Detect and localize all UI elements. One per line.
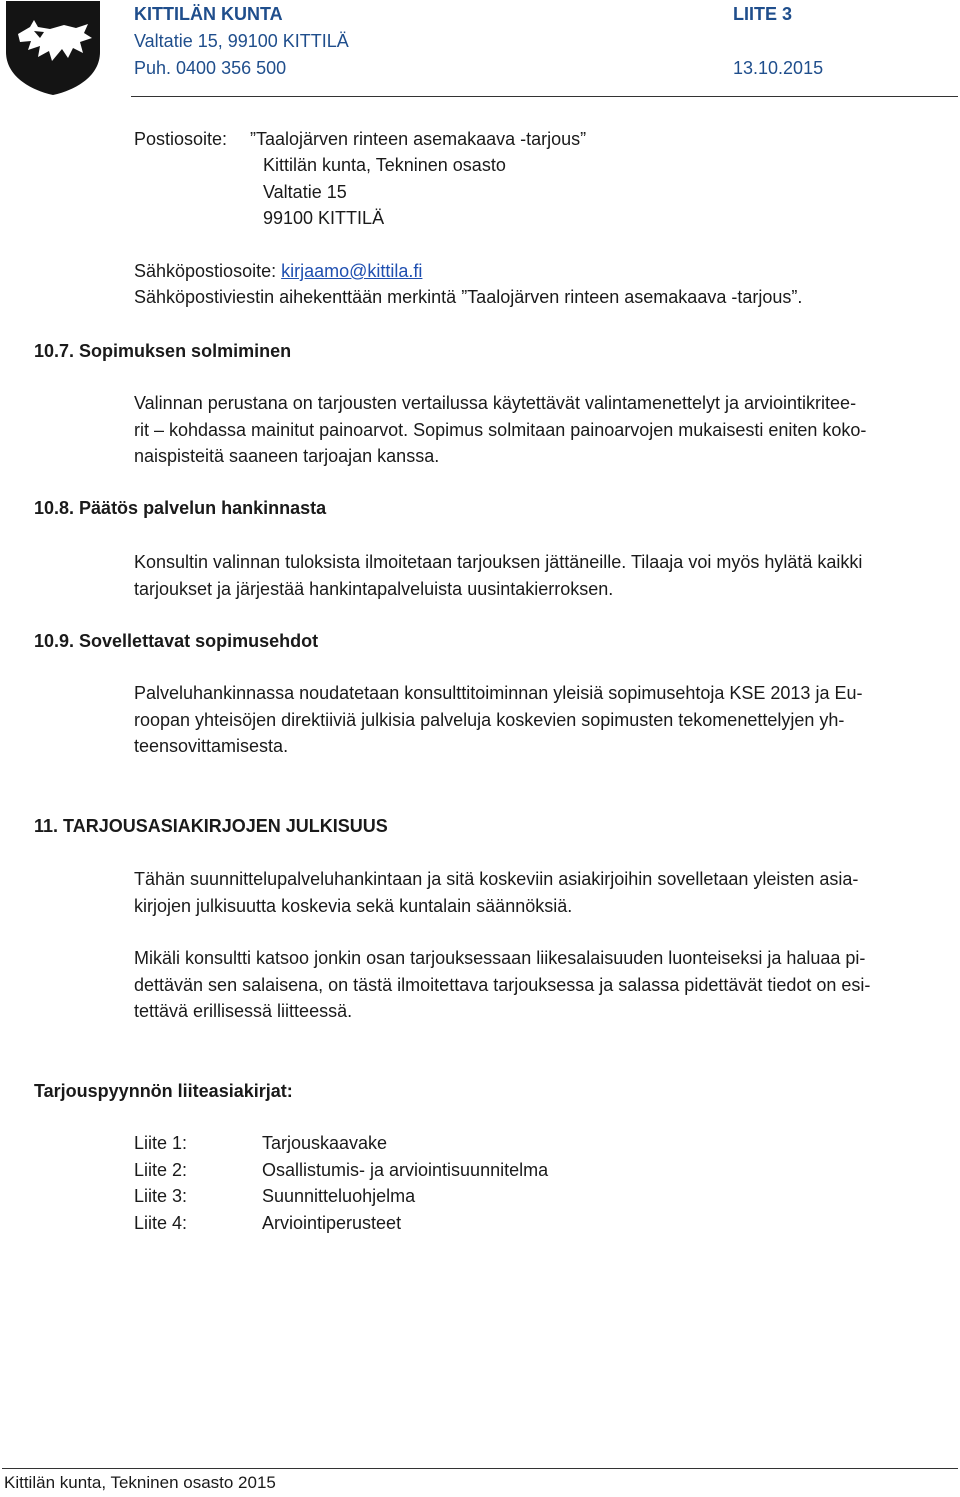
section-body [134,549,862,602]
text-line: Mikäli konsultti katsoo jonkin osan tarjouksessaan liikesalaisuuden luonteiseksi ja haluaa pi- [134,948,866,968]
header-phone: Puh. 0400 356 500 [134,58,287,78]
attachments-labels [134,1130,187,1236]
text-line: naispisteitä saaneen tarjoajan kanssa. [134,446,440,466]
section-11-para [134,945,870,1025]
text-line: Tähän suunnittelupalveluhankintaan ja sitä koskeviin asiakirjoihin sovelletaan yleisten asia- [134,869,859,889]
email-label: Sähköpostiosoite: [134,261,277,281]
subject-note: Sähköpostiviestin aihekenttään merkintä ”Taalojärven rinteen asemakaava -tarjous”. [134,287,803,307]
header-address: Valtatie 15, 99100 KITTILÄ [134,31,349,51]
section-11-para [134,866,858,919]
text-line: tettävä erillisessä liitteessä. [134,1001,353,1021]
text-line: Valinnan perustana on tarjousten vertailussa käytettävät valintamenettelyt ja arviointikritee- [134,393,857,413]
attachment-name: Arviointiperusteet [262,1212,402,1233]
email-row [134,258,422,284]
postal-line: Kittilän kunta, Tekninen osasto [263,155,506,176]
postal-line: 99100 KITTILÄ [263,207,385,228]
section-11-heading: 11. TARJOUSASIAKIRJOJEN JULKISUUS [34,816,388,836]
text-line: teensovittamisesta. [134,736,289,756]
attachment-label: Liite 4: [134,1212,188,1233]
attachment-name: Osallistumis- ja arviointisuunnitelma [262,1159,549,1180]
attachment-label: Liite 2: [134,1159,188,1180]
postal-line: Valtatie 15 [263,181,347,202]
header-rule [131,96,958,97]
text-line: rit – kohdassa mainitut painoarvot. Sopimus solmitaan painoarvojen mukaisesti eniten koko- [134,419,867,440]
text-line: Palveluhankinnassa noudatetaan konsulttitoiminnan yleisiä sopimusehtoja KSE 2013 ja Eu- [134,683,863,703]
attachments-heading: Tarjouspyynnön liiteasiakirjat: [34,1081,293,1101]
text-line: dettävän sen salaisena, on tästä ilmoitettava tarjouksessa ja salassa pidettävät tiedot on esi- [134,974,871,995]
attachment-name: Tarjouskaavake [262,1133,388,1153]
text-line: Konsultin valinnan tuloksista ilmoitetaan tarjouksen jättäneille. Tilaaja voi myös hylätä kaikki [134,552,863,572]
section-heading: 10.9. Sovellettavat sopimusehdot [34,631,319,651]
header-org: KITTILÄN KUNTA [134,4,283,24]
section-body [134,680,862,760]
header-attachment: LIITE 3 [733,4,793,24]
header-date: 13.10.2015 [733,58,824,78]
footer-text: Kittilän kunta, Tekninen osasto 2015 [4,1473,276,1492]
attachments-names [262,1130,548,1236]
email-link[interactable]: kirjaamo@kittila.fi [281,261,423,281]
coat-of-arms-svg [4,0,102,96]
text-line: roopan yhteisöjen direktiiviä julkisia palveluja koskevien sopimusten tekomenettelyjen yh- [134,709,845,730]
attachment-label: Liite 3: [134,1186,188,1206]
section-heading: 10.8. Päätös palvelun hankinnasta [34,498,327,518]
footer-rule [2,1468,958,1469]
text-line: kirjojen julkisuutta koskevia sekä kuntalain säännöksiä. [134,895,573,916]
kittila-logo-icon [4,0,102,96]
postal-address [250,126,586,231]
section-body [134,390,866,470]
text-line: tarjoukset ja järjestää hankintapalveluista uusintakierroksen. [134,578,614,599]
postal-line: ”Taalojärven rinteen asemakaava -tarjous” [250,129,587,149]
attachment-label: Liite 1: [134,1133,188,1153]
postal-label: Postiosoite: [134,129,228,149]
section-heading: 10.7. Sopimuksen solmiminen [34,341,292,361]
attachment-name: Suunnitteluohjelma [262,1186,416,1206]
